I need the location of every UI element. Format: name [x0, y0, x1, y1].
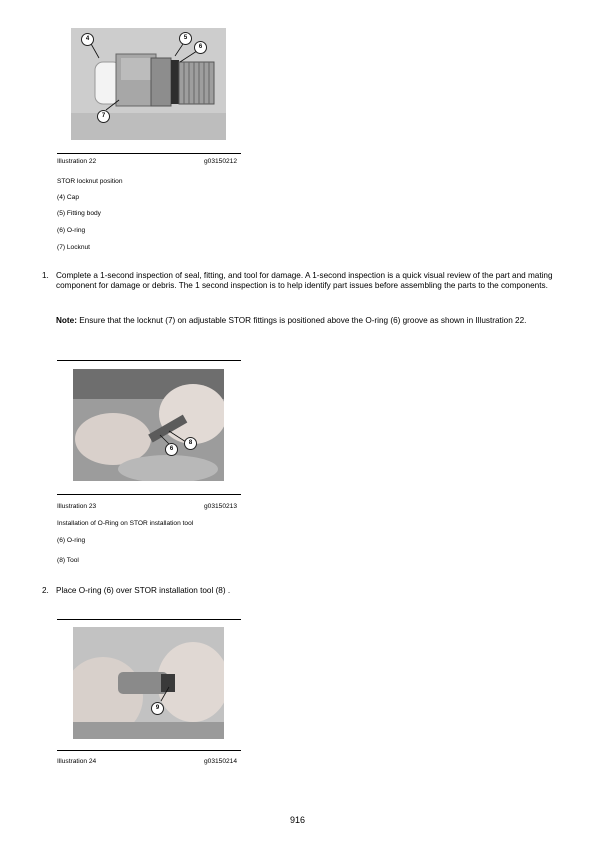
hands-install-drawing [73, 627, 224, 739]
step-1 [42, 271, 554, 292]
callout-7: 7 [97, 110, 110, 123]
figure-23-top-rule [57, 360, 241, 361]
figure-22-code: g03150212 [204, 158, 238, 165]
figure-23-label: Illustration 23 [57, 503, 97, 510]
figure-23-item: (8) Tool [57, 557, 79, 564]
page-number: 916 [289, 815, 306, 825]
figure-23-item: (6) O-ring [57, 537, 86, 544]
figure-23-code: g03150213 [204, 503, 238, 510]
illustration-24-photo [73, 627, 224, 739]
callout-6: 6 [194, 41, 207, 54]
callout-9: 9 [151, 702, 164, 715]
callout-8: 8 [184, 437, 197, 450]
figure-22-item: (7) Locknut [57, 244, 90, 251]
figure-22-item: (6) O-ring [57, 227, 86, 234]
figure-22-caption: STOR locknut position [57, 178, 123, 185]
step-1-note [56, 316, 554, 326]
note-text: Ensure that the locknut (7) on adjustable STOR fittings is positioned above the O-ring (6) groove as shown in Illustration 22. [76, 316, 527, 325]
step-2 [42, 586, 554, 596]
step-number: 1. [42, 271, 49, 280]
figure-24-label: Illustration 24 [57, 758, 97, 765]
hands-tool-drawing [73, 369, 224, 481]
step-text: Complete a 1-second inspection of seal, fitting, and tool for damage. A 1-second inspection is a quick visual review of the part and mating component for damage or debris. The 1 second inspection is to help identify part issues before assembling the parts to the components. [56, 271, 553, 291]
figure-23-rule [57, 494, 241, 495]
figure-24-top-rule [57, 619, 241, 620]
illustration-23-photo [73, 369, 224, 481]
figure-22-label: Illustration 22 [57, 158, 97, 165]
note-label: Note: [56, 316, 77, 325]
figure-24-rule [57, 750, 241, 751]
illustration-22-photo [71, 28, 226, 140]
figure-23-caption: Installation of O-Ring on STOR installation tool [57, 520, 194, 527]
figure-22-rule [57, 153, 241, 154]
callout-6: 6 [165, 443, 178, 456]
figure-22-item: (4) Cap [57, 194, 79, 201]
step-text: Place O-ring (6) over STOR installation tool (8) . [56, 586, 231, 595]
figure-22-item: (5) Fitting body [57, 210, 101, 217]
figure-24-code: g03150214 [204, 758, 238, 765]
step-number: 2. [42, 586, 49, 595]
callout-5: 5 [179, 32, 192, 45]
callout-4: 4 [81, 33, 94, 46]
